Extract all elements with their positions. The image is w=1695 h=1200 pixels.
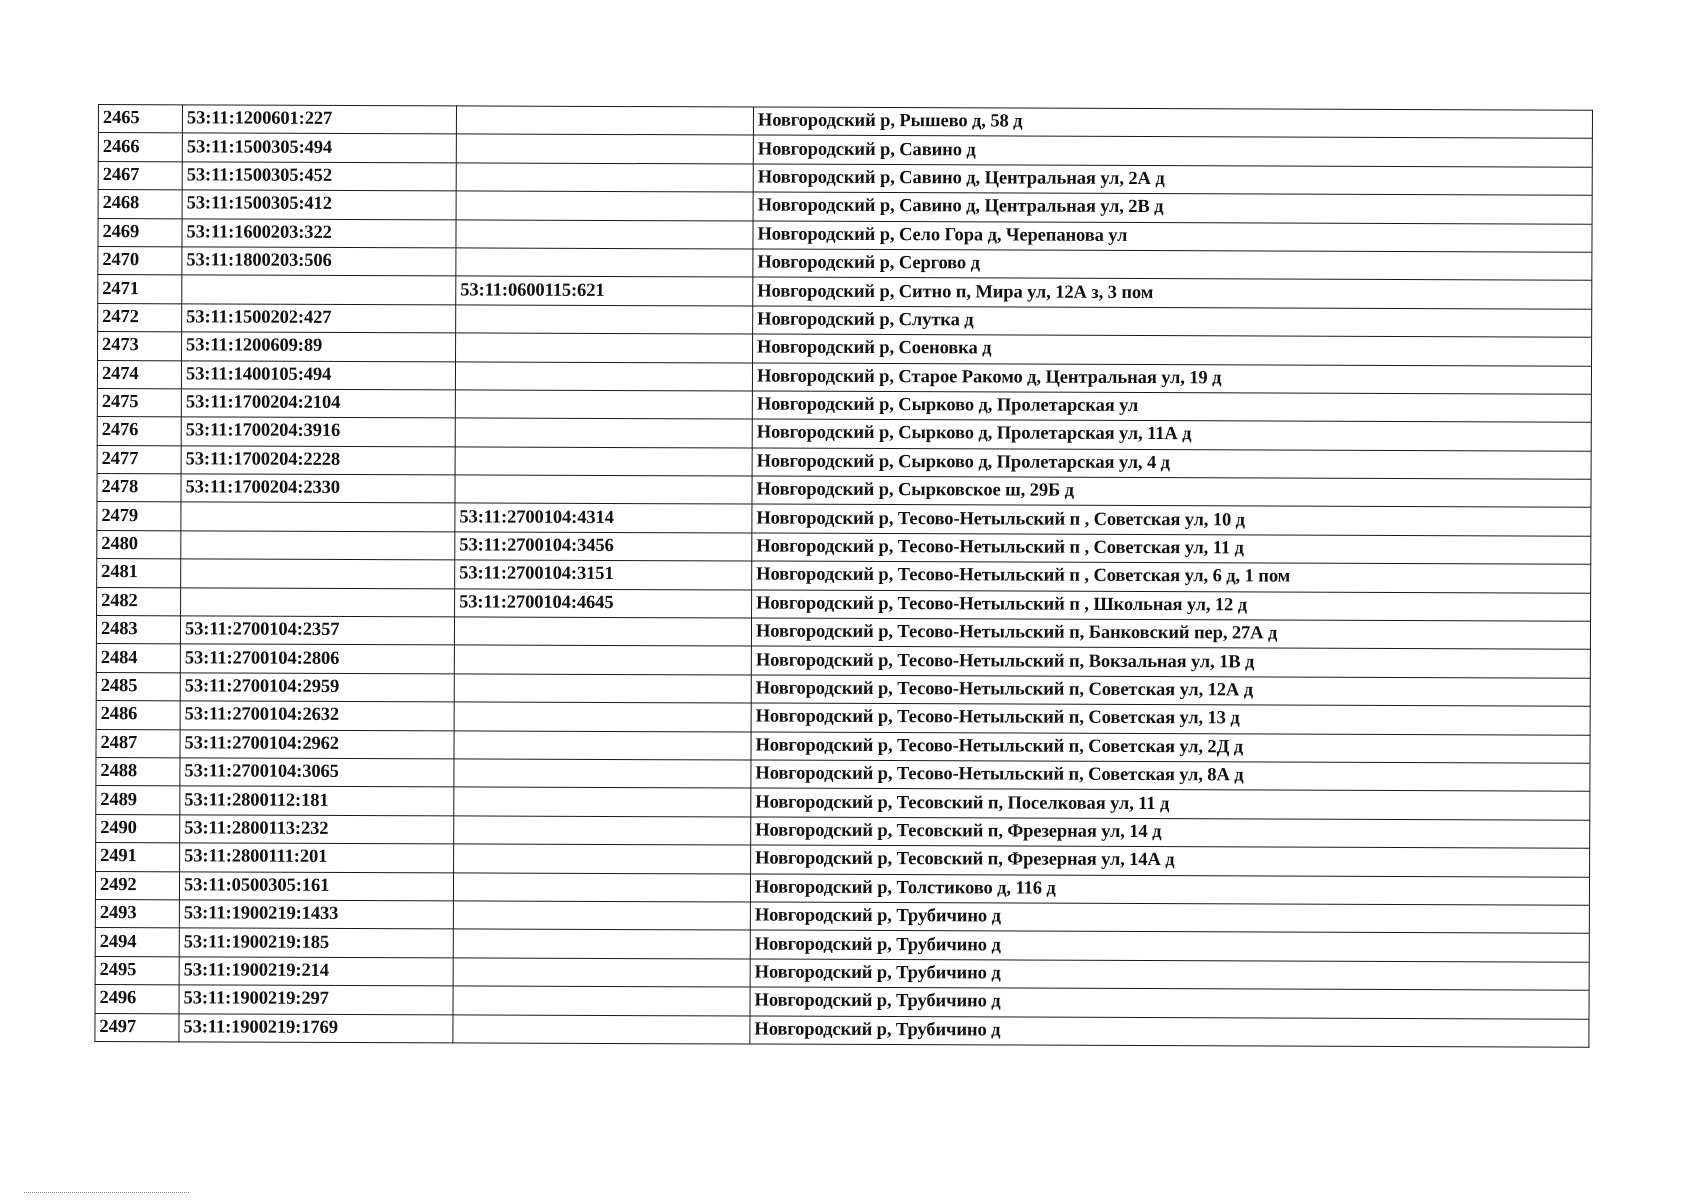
land-cadastral-number-cell <box>181 587 455 616</box>
address-cell: Новгородский р, Савино д <box>753 135 1592 167</box>
building-cadastral-number-cell <box>455 361 752 391</box>
address-cell: Новгородский р, Трубичино д <box>750 1016 1589 1048</box>
address-cell: Новгородский р, Толстиково д, 116 д <box>750 874 1589 906</box>
address-cell: Новгородский р, Тесово-Нетыльский п, Советская ул, 13 д <box>751 703 1590 735</box>
address-cell: Новгородский р, Тесово-Нетыльский п, Вокзальная ул, 1В д <box>751 646 1590 678</box>
land-cadastral-number-cell <box>182 275 456 304</box>
row-number-cell: 2468 <box>98 190 182 219</box>
land-cadastral-number-cell: 53:11:1500305:494 <box>182 133 456 162</box>
land-cadastral-number-cell: 53:11:1900219:214 <box>179 957 453 986</box>
land-cadastral-number-cell <box>181 502 455 531</box>
row-number-cell: 2491 <box>96 843 180 872</box>
land-cadastral-number-cell: 53:11:1500305:452 <box>182 162 456 191</box>
building-cadastral-number-cell <box>456 219 753 249</box>
address-cell: Новгородский р, Сергово д <box>753 249 1592 281</box>
address-cell: Новгородский р, Тесовский п, Поселковая ул, 11 д <box>751 788 1590 820</box>
building-cadastral-number-cell <box>453 958 750 988</box>
row-number-cell: 2495 <box>95 956 179 985</box>
row-number-cell: 2477 <box>97 445 181 474</box>
address-cell: Новгородский р, Тесовский п, Фрезерная ул, 14А д <box>751 845 1590 877</box>
building-cadastral-number-cell <box>454 730 751 760</box>
row-number-cell: 2494 <box>95 928 179 957</box>
address-cell: Новгородский р, Сырково д, Пролетарская ул, 11А д <box>752 419 1591 451</box>
building-cadastral-number-cell: 53:11:2700104:4645 <box>455 589 752 619</box>
address-cell: Новгородский р, Тесово-Нетыльский п, Советская ул, 12А д <box>751 675 1590 707</box>
row-number-cell: 2466 <box>98 133 182 162</box>
building-cadastral-number-cell <box>454 645 751 675</box>
row-number-cell: 2497 <box>95 1013 179 1042</box>
address-cell: Новгородский р, Сырково д, Пролетарская ул, 4 д <box>752 448 1591 480</box>
address-cell: Новгородский р, Трубичино д <box>750 959 1589 991</box>
building-cadastral-number-cell <box>454 787 751 817</box>
land-cadastral-number-cell: 53:11:2700104:2806 <box>180 644 454 673</box>
land-cadastral-number-cell: 53:11:1700204:2330 <box>181 474 455 503</box>
building-cadastral-number-cell <box>455 447 752 477</box>
building-cadastral-number-cell <box>453 929 750 959</box>
row-number-cell: 2469 <box>98 218 182 247</box>
address-cell: Новгородский р, Тесово-Нетыльский п , Школьная ул, 12 д <box>752 590 1591 622</box>
row-number-cell: 2481 <box>97 559 181 588</box>
address-cell: Новгородский р, Соеновка д <box>753 334 1592 366</box>
land-cadastral-number-cell: 53:11:0500305:161 <box>179 871 453 900</box>
table-row <box>95 1013 1589 1047</box>
row-number-cell: 2483 <box>96 616 180 645</box>
row-number-cell: 2478 <box>97 474 181 503</box>
address-cell: Новгородский р, Тесово-Нетыльский п, Советская ул, 2Д д <box>751 732 1590 764</box>
land-cadastral-number-cell: 53:11:1900219:185 <box>179 928 453 957</box>
address-cell: Новгородский р, Савино д, Центральная ул, 2А д <box>753 164 1592 196</box>
row-number-cell: 2492 <box>95 871 179 900</box>
address-cell: Новгородский р, Трубичино д <box>750 902 1589 934</box>
address-cell: Новгородский р, Трубичино д <box>750 930 1589 962</box>
building-cadastral-number-cell <box>455 418 752 448</box>
building-cadastral-number-cell <box>454 702 751 732</box>
address-cell: Новгородский р, Ситно п, Мира ул, 12А з, 3 пом <box>753 277 1592 309</box>
address-cell: Новгородский р, Село Гора д, Черепанова ул <box>753 221 1592 253</box>
land-cadastral-number-cell: 53:11:2700104:2959 <box>180 673 454 702</box>
land-cadastral-number-cell <box>181 531 455 560</box>
address-cell: Новгородский р, Савино д, Центральная ул, 2В д <box>753 192 1592 224</box>
land-cadastral-number-cell: 53:11:1600203:322 <box>182 218 456 247</box>
building-cadastral-number-cell: 53:11:2700104:4314 <box>455 503 752 533</box>
row-number-cell: 2485 <box>96 672 180 701</box>
row-number-cell: 2479 <box>97 502 181 531</box>
row-number-cell: 2484 <box>96 644 180 673</box>
address-cell: Новгородский р, Слутка д <box>753 306 1592 338</box>
building-cadastral-number-cell: 53:11:2700104:3151 <box>455 560 752 590</box>
row-number-cell: 2487 <box>96 729 180 758</box>
land-cadastral-number-cell: 53:11:2800111:201 <box>180 843 454 872</box>
row-number-cell: 2471 <box>98 275 182 304</box>
land-cadastral-number-cell: 53:11:2700104:2357 <box>180 616 454 645</box>
row-number-cell: 2482 <box>97 587 181 616</box>
address-cell: Новгородский р, Тесово-Нетыльский п , Советская ул, 11 д <box>752 533 1591 565</box>
building-cadastral-number-cell <box>455 475 752 505</box>
address-cell: Новгородский р, Сырково д, Пролетарская ул <box>752 391 1591 423</box>
building-cadastral-number-cell <box>454 759 751 789</box>
land-cadastral-number-cell: 53:11:1500305:412 <box>182 190 456 219</box>
land-cadastral-number-cell: 53:11:1900219:297 <box>179 985 453 1014</box>
row-number-cell: 2489 <box>96 786 180 815</box>
land-cadastral-number-cell: 53:11:1900219:1433 <box>179 900 453 929</box>
row-number-cell: 2473 <box>98 332 182 361</box>
row-number-cell: 2470 <box>98 246 182 275</box>
row-number-cell: 2493 <box>95 899 179 928</box>
land-cadastral-number-cell: 53:11:1200609:89 <box>182 332 456 361</box>
building-cadastral-number-cell <box>453 986 750 1016</box>
address-cell: Новгородский р, Тесово-Нетыльский п , Советская ул, 6 д, 1 пом <box>752 561 1591 593</box>
building-cadastral-number-cell <box>454 816 751 846</box>
row-number-cell: 2465 <box>98 105 182 134</box>
address-cell: Новгородский р, Старое Ракомо д, Центральная ул, 19 д <box>752 363 1591 395</box>
land-cadastral-number-cell: 53:11:2800112:181 <box>180 786 454 815</box>
row-number-cell: 2472 <box>98 303 182 332</box>
row-number-cell: 2490 <box>96 814 180 843</box>
row-number-cell: 2496 <box>95 985 179 1014</box>
land-cadastral-number-cell: 53:11:1400105:494 <box>181 360 455 389</box>
building-cadastral-number-cell: 53:11:0600115:621 <box>456 276 753 306</box>
building-cadastral-number-cell <box>453 901 750 931</box>
address-cell: Новгородский р, Тесово-Нетыльский п , Советская ул, 10 д <box>752 504 1591 536</box>
registry-table-body <box>95 105 1593 1048</box>
building-cadastral-number-cell <box>456 305 753 335</box>
land-cadastral-number-cell: 53:11:1500202:427 <box>182 304 456 333</box>
land-cadastral-number-cell: 53:11:1700204:2228 <box>181 446 455 475</box>
land-cadastral-number-cell: 53:11:1700204:3916 <box>181 417 455 446</box>
building-cadastral-number-cell <box>456 163 753 193</box>
row-number-cell: 2488 <box>96 757 180 786</box>
building-cadastral-number-cell: 53:11:2700104:3456 <box>455 532 752 562</box>
row-number-cell: 2486 <box>96 701 180 730</box>
building-cadastral-number-cell <box>454 844 751 874</box>
building-cadastral-number-cell <box>456 333 753 363</box>
address-cell: Новгородский р, Сырковское ш, 29Б д <box>752 476 1591 508</box>
land-cadastral-number-cell: 53:11:2700104:2962 <box>180 729 454 758</box>
property-registry-table <box>94 104 1593 1048</box>
building-cadastral-number-cell <box>456 191 753 221</box>
building-cadastral-number-cell <box>454 674 751 704</box>
building-cadastral-number-cell <box>455 390 752 420</box>
row-number-cell: 2467 <box>98 161 182 190</box>
building-cadastral-number-cell <box>456 248 753 278</box>
building-cadastral-number-cell <box>453 1014 750 1044</box>
address-cell: Новгородский р, Рышево д, 58 д <box>753 107 1592 139</box>
address-cell: Новгородский р, Трубичино д <box>750 987 1589 1019</box>
land-cadastral-number-cell <box>181 559 455 588</box>
land-cadastral-number-cell: 53:11:1800203:506 <box>182 247 456 276</box>
building-cadastral-number-cell <box>454 617 751 647</box>
row-number-cell: 2474 <box>97 360 181 389</box>
land-cadastral-number-cell: 53:11:1900219:1769 <box>179 1013 453 1042</box>
building-cadastral-number-cell <box>453 872 750 902</box>
land-cadastral-number-cell: 53:11:2700104:2632 <box>180 701 454 730</box>
land-cadastral-number-cell: 53:11:1700204:2104 <box>181 389 455 418</box>
row-number-cell: 2476 <box>97 417 181 446</box>
scan-artifact-line <box>24 1192 189 1193</box>
building-cadastral-number-cell <box>456 106 753 136</box>
land-cadastral-number-cell: 53:11:2700104:3065 <box>180 758 454 787</box>
address-cell: Новгородский р, Тесово-Нетыльский п, Банковский пер, 27А д <box>751 618 1590 650</box>
row-number-cell: 2480 <box>97 530 181 559</box>
row-number-cell: 2475 <box>97 388 181 417</box>
address-cell: Новгородский р, Тесовский п, Фрезерная ул, 14 д <box>751 817 1590 849</box>
land-cadastral-number-cell: 53:11:1200601:227 <box>182 105 456 134</box>
land-cadastral-number-cell: 53:11:2800113:232 <box>180 815 454 844</box>
building-cadastral-number-cell <box>456 134 753 164</box>
address-cell: Новгородский р, Тесово-Нетыльский п, Советская ул, 8А д <box>751 760 1590 792</box>
